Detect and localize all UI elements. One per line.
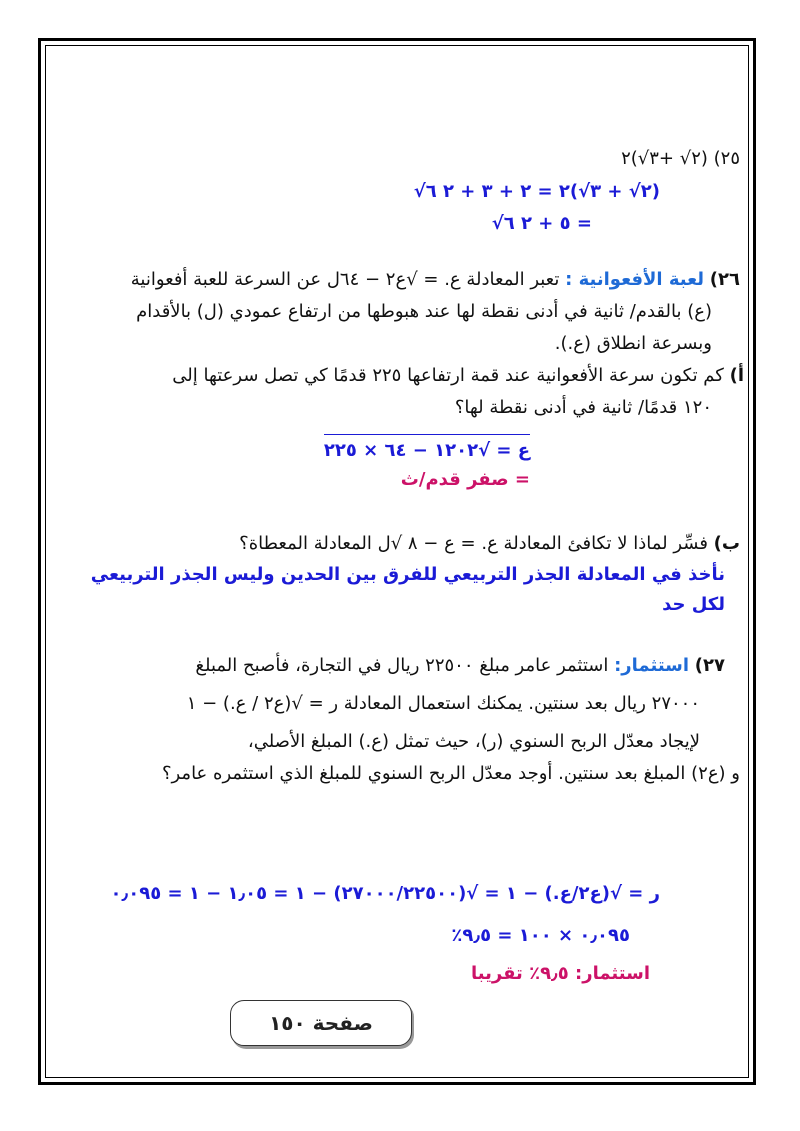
ex27-line3: لإيجاد معدّل الربح السنوي (ر)، حيث تمثل (ع.) المبلغ الأصلي،: [247, 731, 700, 752]
ex25-number: ٢٥): [713, 148, 740, 169]
ex26-qa-calc: ع = √١٢٠٢ − ٦٤ × ٢٢٥: [324, 434, 530, 465]
page-number-box: [230, 1000, 412, 1046]
ex26-qb-text: فسِّر لماذا لا تكافئ المعادلة ع. = ع − ٨ √ل المعادلة المعطاة؟: [239, 533, 708, 554]
ex27-line2: ٢٧٠٠٠ ريال بعد سنتين. يمكنك استعمال المعادلة ر = √(ع٢ / ع.) − ١: [186, 693, 700, 714]
ex26-line3: وبسرعة انطلاق (ع.).: [554, 333, 712, 354]
ex25-step1: [414, 178, 660, 206]
ex27-calc1: ر = √(ع٢/ع.) − ١ = √(٢٧٠٠٠/٢٢٥٠٠) − ١ = ١٫٠٥ − ١ = ٠٫٠٩٥: [110, 883, 660, 904]
ex27-answer: استثمار: ٩٫٥٪ تقريبا: [471, 963, 650, 984]
ex27-number: ٢٧): [694, 655, 725, 676]
ex26-qb-letter: ب): [713, 533, 740, 554]
ex26-qa-letter: أ): [729, 365, 744, 386]
ex25-expression: (٢√ +٣√)٢: [621, 148, 708, 169]
ex26-label: لعبة الأفعوانية :: [565, 269, 705, 290]
ex25-step1-rhs: ٢ + ٣ + ٢ ٦√: [413, 181, 532, 202]
ex27-line1: استثمر عامر مبلغ ٢٢٥٠٠ ريال في التجارة، فأصبح المبلغ: [195, 655, 609, 676]
ex26-question-b: [239, 530, 740, 558]
ex26-question-a: [172, 362, 744, 390]
ex25-problem: [621, 145, 740, 173]
ex26-qa-answer: = صفر قدم/ث: [400, 469, 530, 490]
worksheet-page: [60, 60, 744, 1060]
ex26-qa-line2: ١٢٠ قدمًا/ ثانية في أدنى نقطة لها؟: [454, 397, 712, 418]
ex26-number: ٢٦): [709, 269, 740, 290]
ex26-line2: (ع) بالقدم/ ثانية في أدنى نقطة لها عند هبوطها من ارتفاع عمودي (ل) بالأقدام: [136, 301, 712, 322]
page-number-label: صفحة ١٥٠: [269, 1011, 373, 1035]
ex26-qb-answer-line1: نأخذ في المعادلة الجذر التربيعي للفرق بين الحدين وليس الجذر التربيعي: [90, 564, 725, 585]
ex25-step1-lhs: (٢√ + ٣√)٢ =: [537, 181, 660, 202]
ex26-qa-line1: كم تكون سرعة الأفعوانية عند قمة ارتفاعها ٢٢٥ قدمًا كي تصل سرعتها إلى: [172, 365, 724, 386]
ex27-intro: [195, 652, 725, 680]
ex26-intro: [131, 266, 740, 294]
ex27-label: استثمار:: [614, 655, 690, 676]
ex26-qb-answer-line2: لكل حد: [662, 594, 725, 615]
ex27-calc2: ٠٫٠٩٥ × ١٠٠ = ٩٫٥٪: [451, 925, 630, 946]
ex25-step2: = ٥ + ٢ ٦√: [491, 213, 592, 234]
ex26-line1: تعبر المعادلة ع. = √ع٢ − ٦٤ل عن السرعة للعبة أفعوانية: [130, 269, 560, 290]
ex27-line4: و (ع٢) المبلغ بعد سنتين. أوجد معدّل الربح السنوي للمبلغ الذي استثمره عامر؟: [161, 763, 740, 784]
